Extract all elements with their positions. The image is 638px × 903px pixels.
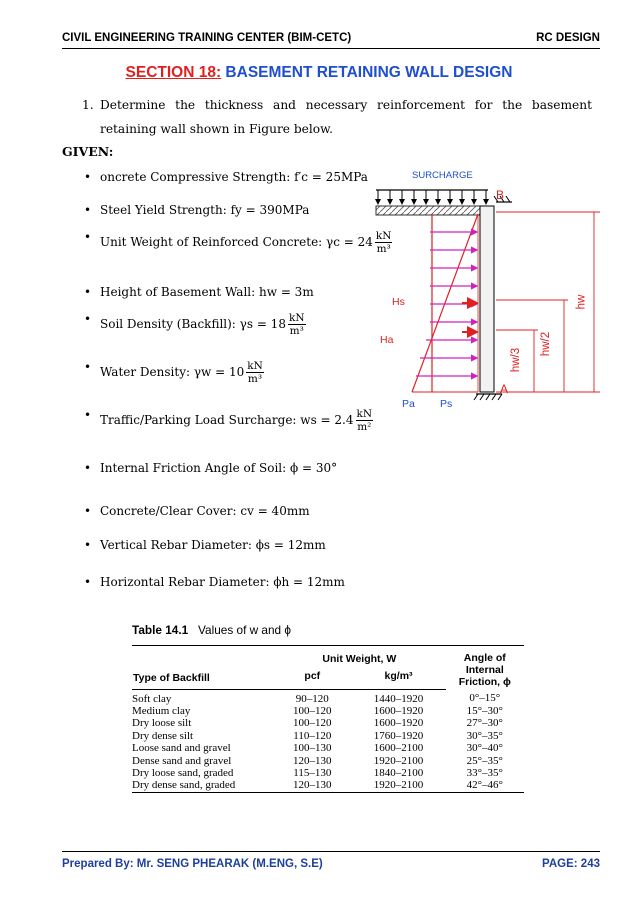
backfill-type-cell: Loose sand and gravel — [132, 742, 231, 755]
given-value: γw = 10 — [193, 365, 245, 379]
pcf-cell: 115–130 — [293, 766, 332, 779]
kg-cell: 1600–1920 — [373, 717, 424, 730]
given-label: Height of Basement Wall: — [100, 285, 259, 299]
given-text — [100, 504, 310, 518]
problem-statement — [82, 93, 592, 141]
bullet-icon: • — [84, 170, 92, 184]
pcf-cell: 110–120 — [293, 729, 332, 742]
given-label: Water Density: — [100, 365, 194, 379]
given-text — [100, 312, 306, 337]
unit-fraction — [288, 312, 306, 337]
bullet-icon: • — [84, 285, 92, 299]
bullet-icon: • — [84, 408, 92, 422]
backfill-table — [132, 623, 524, 793]
section-title — [0, 64, 638, 82]
unit-fraction — [246, 360, 264, 385]
given-text — [100, 170, 368, 184]
hw3-dim-label: hw/3 — [510, 347, 523, 373]
pcf-cell: 100–120 — [293, 704, 332, 717]
kg-cell: 1840–2100 — [373, 766, 424, 779]
kg-header: kg/m³ — [352, 667, 446, 689]
hw-dim-label: hw — [575, 294, 588, 310]
table-caption — [132, 623, 524, 637]
type-header: Type of Backfill — [132, 667, 273, 689]
pcf-cell: 120–130 — [273, 779, 351, 792]
footer-page: PAGE: 243 — [542, 858, 600, 870]
table-row — [132, 779, 524, 792]
problem-text: Determine the thickness and necessary reinforcement for the basement retaining wall shown in Figure below. — [100, 98, 592, 136]
backfill-type-cell: Dry dense silt — [132, 729, 194, 742]
given-text — [100, 230, 392, 255]
given-label: Vertical Rebar Diameter: — [100, 538, 256, 552]
given-label: Traffic/Parking Load Surcharge: — [100, 413, 301, 427]
backfill-type-cell: Dense sand and gravel — [132, 754, 232, 767]
kg-cell: 1600–1920 — [373, 704, 424, 717]
given-text — [100, 203, 309, 217]
table-row — [132, 767, 524, 779]
pa-label: Pa — [402, 398, 415, 410]
given-value: ws = 2.4 — [300, 413, 354, 427]
given-text — [100, 360, 264, 385]
pcf-cell: 100–120 — [293, 717, 332, 730]
angle-cell: 15°–30° — [466, 704, 503, 717]
unit-weight-header: Unit Weight, W — [273, 646, 445, 667]
header-left: CIVIL ENGINEERING TRAINING CENTER (BIM-CETC) — [62, 32, 352, 44]
pcf-header: pcf — [273, 667, 351, 689]
given-label: Concrete/Clear Cover: — [100, 504, 241, 518]
unit-denominator: m³ — [289, 325, 304, 337]
given-value: fy = 390MPa — [230, 203, 310, 217]
given-label: Horizontal Rebar Diameter: — [100, 575, 274, 589]
given-value: ϕs = 12mm — [255, 538, 326, 552]
values-table — [132, 645, 524, 793]
bullet-icon: • — [84, 461, 92, 475]
given-value: cv = 40mm — [240, 504, 310, 518]
given-value: ϕ = 30° — [290, 461, 338, 475]
given-label: Internal Friction Angle of Soil: — [100, 461, 291, 475]
given-label: GIVEN: — [62, 144, 114, 159]
given-text — [100, 575, 345, 589]
given-text — [100, 461, 337, 475]
given-label: Unit Weight of Reinforced Concrete: — [100, 235, 327, 249]
table-row — [132, 689, 524, 705]
given-value: ϕh = 12mm — [273, 575, 345, 589]
unit-denominator: m³ — [376, 243, 391, 255]
hs-label: Hs — [392, 296, 405, 308]
section-heading: BASEMENT RETAINING WALL DESIGN — [221, 64, 513, 81]
angle-cell: 33°–35° — [466, 766, 503, 779]
angle-cell: 27°–30° — [466, 717, 503, 730]
given-label: Steel Yield Strength: — [100, 203, 231, 217]
table-number: Table 14.1 — [132, 623, 189, 637]
point-a-label: A — [500, 382, 509, 396]
kg-cell: 1920–2100 — [352, 779, 446, 792]
retaining-wall-figure — [368, 170, 604, 422]
given-value: f′c = 25MPa — [294, 170, 368, 184]
problem-number: 1. — [82, 98, 94, 112]
angle-cell: 25°–35° — [466, 754, 503, 767]
page-header — [62, 30, 600, 49]
page-footer — [62, 851, 600, 874]
ps-label: Ps — [440, 398, 453, 410]
unit-numerator: kN — [288, 312, 305, 324]
hw2-dim-label: hw/2 — [540, 331, 553, 357]
angle-cell: 30°–35° — [466, 729, 503, 742]
table-row — [132, 717, 524, 729]
bullet-icon: • — [84, 360, 92, 374]
pcf-cell: 100–130 — [293, 742, 332, 755]
angle-cell: 30°–40° — [466, 742, 503, 755]
angle-cell: 42°–46° — [446, 779, 524, 792]
backfill-type-cell: Dry dense sand, graded — [132, 779, 273, 792]
bullet-icon: • — [84, 230, 92, 244]
kg-cell: 1600–2100 — [373, 742, 424, 755]
given-label: oncrete Compressive Strength: — [100, 170, 295, 184]
given-text — [100, 285, 314, 299]
bullet-icon: • — [84, 312, 92, 326]
header-right: RC DESIGN — [536, 32, 600, 44]
backfill-type-cell: Dry loose sand, graded — [132, 766, 234, 779]
kg-cell: 1760–1920 — [373, 729, 424, 742]
bullet-icon: • — [84, 504, 92, 518]
bullet-icon: • — [84, 203, 92, 217]
unit-numerator: kN — [356, 408, 373, 420]
table-body — [132, 689, 524, 792]
surcharge-arrows — [378, 190, 486, 204]
kg-cell: 1440–1920 — [373, 692, 424, 705]
unit-numerator: kN — [375, 230, 392, 242]
pcf-cell: 120–130 — [293, 754, 332, 767]
backfill-type-cell: Dry loose silt — [132, 717, 192, 730]
ha-label: Ha — [380, 334, 394, 346]
backfill-type-cell: Medium clay — [132, 704, 191, 717]
footer-author: Prepared By: Mr. SENG PHEARAK (M.ENG, S.E) — [62, 858, 323, 870]
table-row — [132, 742, 524, 754]
given-text — [100, 408, 373, 433]
angle-cell: 0°–15° — [469, 692, 501, 705]
kg-cell: 1920–2100 — [373, 754, 424, 767]
unit-denominator: m² — [357, 421, 372, 433]
section-number: SECTION 18: — [125, 64, 222, 81]
surcharge-label: SURCHARGE — [412, 170, 473, 181]
given-text — [100, 538, 326, 552]
angle-header: Angle of Internal Friction, ϕ — [446, 646, 524, 690]
given-value: γc = 24 — [326, 235, 373, 249]
point-b-label: B — [496, 188, 505, 202]
bullet-icon: • — [84, 538, 92, 552]
given-value: γs = 18 — [239, 317, 286, 331]
unit-denominator: m³ — [247, 373, 263, 385]
backfill-type-cell: Soft clay — [132, 692, 172, 705]
table-caption-text: Values of w and ϕ — [198, 623, 291, 637]
table-row — [132, 730, 524, 742]
pcf-cell: 90–120 — [295, 692, 329, 705]
unit-numerator: kN — [247, 360, 263, 372]
given-value: hw = 3m — [259, 285, 314, 299]
table-row — [132, 705, 524, 717]
bullet-icon: • — [84, 575, 92, 589]
given-label: Soil Density (Backfill): — [100, 317, 240, 331]
table-row — [132, 755, 524, 767]
